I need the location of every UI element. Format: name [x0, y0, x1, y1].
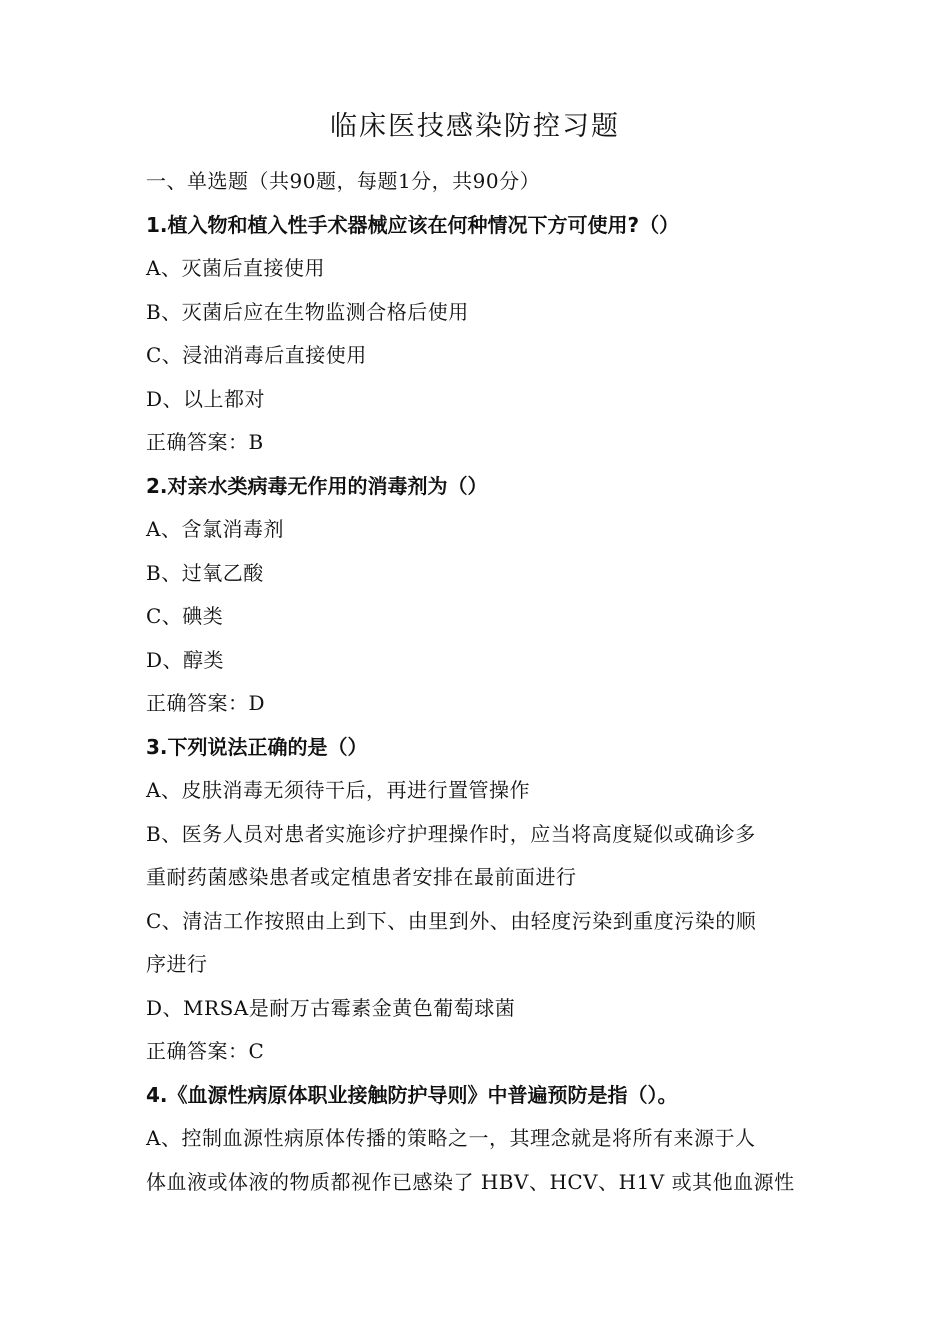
option-line: C、碘类	[146, 604, 224, 628]
answer-line: 正确答案：C	[146, 1039, 265, 1063]
answer-line: 正确答案：D	[146, 691, 266, 715]
option-line: A、灭菌后直接使用	[146, 256, 325, 280]
option-line: B、过氧乙酸	[146, 561, 264, 585]
question-4: 4.《血源性病原体职业接触防护导则》中普遍预防是指（）。	[146, 1083, 678, 1107]
option-line: B、医务人员对患者实施诊疗护理操作时，应当将高度疑似或确诊多	[146, 822, 756, 846]
option-line: B、灭菌后应在生物监测合格后使用	[146, 300, 469, 324]
question-1: 1.植入物和植入性手术器械应该在何种情况下方可使用?（）	[146, 213, 680, 237]
section-heading: 一、单选题（共90题，每题1分，共90分）	[146, 169, 541, 193]
question-3: 3.下列说法正确的是（）	[146, 735, 368, 759]
option-line: C、清洁工作按照由上到下、由里到外、由轻度污染到重度污染的顺	[146, 909, 757, 933]
option-line: 重耐药菌感染患者或定植患者安排在最前面进行	[146, 865, 577, 889]
option-line: D、醇类	[146, 648, 225, 672]
page-title: 临床医技感染防控习题	[330, 111, 620, 142]
option-line: A、含氯消毒剂	[146, 517, 284, 541]
answer-line: 正确答案：B	[146, 430, 264, 454]
question-2: 2.对亲水类病毒无作用的消毒剂为（）	[146, 474, 488, 498]
option-line: 体血液或体液的物质都视作已感染了 HBV、HCV、H1V 或其他血源性	[146, 1170, 795, 1194]
option-line: D、以上都对	[146, 387, 266, 411]
option-line: D、MRSA是耐万古霉素金黄色葡萄球菌	[146, 996, 516, 1020]
option-line: A、控制血源性病原体传播的策略之一，其理念就是将所有来源于人	[146, 1126, 756, 1150]
option-line: C、浸油消毒后直接使用	[146, 343, 367, 367]
option-line: 序进行	[146, 952, 208, 976]
option-line: A、皮肤消毒无须待干后，再进行置管操作	[146, 778, 530, 802]
